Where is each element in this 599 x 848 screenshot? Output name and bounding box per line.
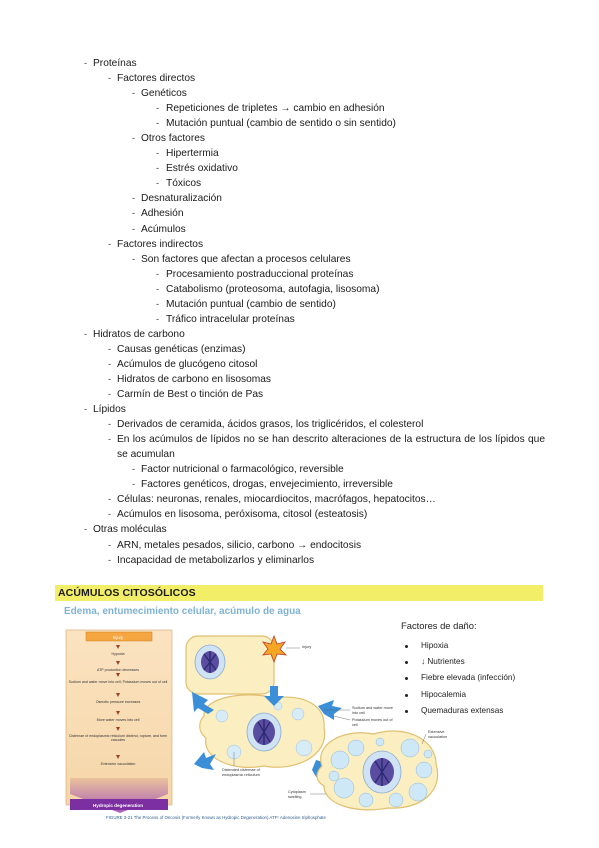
outline-item: - Tráfico intracelular proteínas	[0, 312, 599, 327]
factor-item: Hipoxia	[401, 638, 551, 654]
factors-list	[401, 638, 551, 719]
flow-step: Sodium and water move into cell; Potassium moves out of cell	[68, 680, 168, 684]
outline-item: - Causas genéticas (enzimas)	[0, 342, 599, 357]
label-distended: Distended cisternae of endoplasmic reticulum	[222, 768, 260, 777]
outline-item: - Acúmulos de glucógeno citosol	[0, 357, 599, 372]
outline-item: - Son factores que afectan a procesos celulares	[0, 252, 599, 267]
outline-item: - Acúmulos en lisosoma, peróxisoma, citosol (esteatosis)	[0, 507, 599, 522]
flow-step: Osmotic pressure increases	[95, 700, 141, 704]
factor-item: Quemaduras extensas	[401, 703, 551, 719]
outline-item: - Procesamiento postraduccional proteínas	[0, 267, 599, 282]
outline-item: - En los acúmulos de lípidos no se han descrito alteraciones de la estructura de los lípidos que se acumulan	[0, 432, 545, 462]
outline-item: - Carmín de Best o tinción de Pas	[0, 387, 599, 402]
outline-item: - Tóxicos	[0, 176, 599, 191]
flow-step: Hypoxia	[111, 652, 125, 656]
outline-list	[0, 56, 599, 568]
flow-step: Cisternae of endoplasmic reticulum distend, rupture, and form vacuoles	[68, 734, 168, 743]
figure-title: Edema, entumecimiento celular, acúmulo de agua	[64, 606, 301, 617]
factor-item: Hipocalemia	[401, 687, 551, 703]
flow-step: ATP production decreases	[96, 668, 140, 672]
label-cytoplasm: Cytoplasm swelling	[288, 790, 306, 799]
flow-step: Extensive vacuolation	[100, 762, 136, 766]
outline-item: - ARN, metales pesados, silicio, carbono → endocitosis	[0, 538, 599, 553]
label-extensive: Extensive vacuolation	[428, 730, 448, 739]
flow-step: Injury	[112, 635, 124, 640]
outline-item: - Mutación puntual (cambio de sentido)	[0, 297, 599, 312]
flowchart	[64, 630, 172, 817]
outline-item: - Factores directos	[0, 71, 599, 86]
outline-item: - Incapacidad de metabolizarlos y eliminarlos	[0, 553, 599, 568]
outline-item: - Derivados de ceramida, ácidos grasos, los triglicéridos, el colesterol	[0, 417, 599, 432]
outline-item: - Genéticos	[0, 86, 599, 101]
outline-item: - Otros factores	[0, 131, 599, 146]
down-arrow-icon	[116, 711, 120, 715]
figure-caption: FIGURE 3-21 The Process of Oncosis (Formerly Known as Hydropic Degeneration) ATP: Adenosine triphosphate	[106, 815, 326, 820]
down-arrow-icon	[116, 727, 120, 731]
outline-item: - Mutación puntual (cambio de sentido o sin sentido)	[0, 116, 599, 131]
factors-title: Factores de daño:	[401, 620, 477, 631]
outline-item: - Adhesión	[0, 206, 599, 221]
factor-item: ↓ Nutrientes	[401, 654, 551, 670]
outline-item: - Hidratos de carbono	[0, 327, 599, 342]
section-heading: ACÚMULOS CITOSÓLICOS	[55, 585, 543, 601]
outline-item: - Factores indirectos	[0, 237, 599, 252]
outline-item: - Desnaturalización	[0, 191, 599, 206]
outline-item: - Hipertermia	[0, 146, 599, 161]
outline-item: - Acúmulos	[0, 222, 599, 237]
down-arrow-icon	[116, 645, 120, 649]
flow-step: Hydropic degeneration	[92, 803, 144, 808]
outline-item: - Lípidos	[0, 402, 599, 417]
down-arrow-icon	[116, 755, 120, 759]
down-arrow-icon	[116, 673, 120, 677]
outline-item: - Estrés oxidativo	[0, 161, 599, 176]
outline-item: - Factor nutricional o farmacológico, reversible	[0, 462, 599, 477]
factor-item: Fiebre elevada (infección)	[401, 670, 551, 686]
label-potassium: Potassium moves out of cell	[352, 718, 393, 727]
outline-item: - Células: neuronas, renales, miocardiocitos, macrófagos, hepatocitos…	[0, 492, 599, 507]
blue-arrow-icon	[192, 692, 214, 714]
down-arrow-icon	[116, 693, 120, 697]
outline-item: - Proteínas	[0, 56, 599, 71]
label-sodium: Sodium and water move into cell	[352, 706, 393, 715]
outline-item: - Otras moléculas	[0, 522, 599, 537]
label-injury: Injury	[302, 645, 312, 649]
down-arrow-icon	[116, 661, 120, 665]
outline-item: - Catabolismo (proteosoma, autofagia, lisosoma)	[0, 282, 599, 297]
outline-item: - Repeticiones de tripletes → cambio en adhesión	[0, 101, 599, 116]
damage-factors	[401, 620, 551, 719]
flow-step: More water moves into cell	[96, 718, 140, 722]
outline-item: - Hidratos de carbono en lisosomas	[0, 372, 599, 387]
outline-item: - Factores genéticos, drogas, envejecimiento, irreversible	[0, 477, 599, 492]
